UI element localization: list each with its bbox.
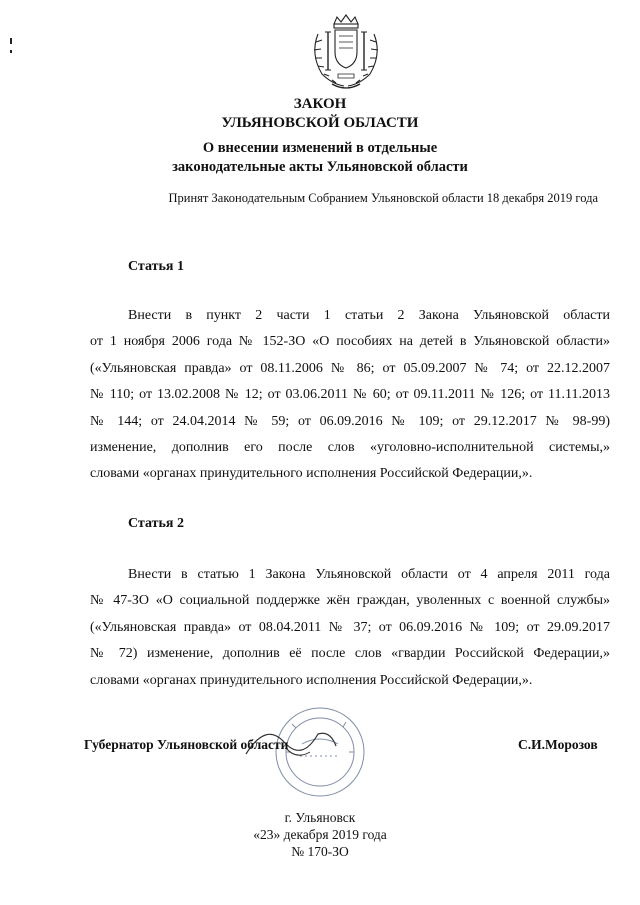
text-line: № 110; от 13.02.2008 № 12; от 03.06.2011 № 60; от 09.11.2011 № 126; от 11.11.2013 [90, 387, 610, 403]
margin-mark [10, 50, 12, 53]
text-line: от 1 ноября 2006 года № 152-ЗО «О пособиях на детей в Ульяновской области» [90, 334, 610, 350]
text-line: № 72) изменение, дополнив её после слов «гвардии Российской Федерации,» [90, 646, 610, 662]
text-line: словами «органах принудительного исполнения Российской Федерации,». [90, 672, 533, 688]
text-line: словами «органах принудительного исполнения Российской Федерации,». [90, 466, 533, 482]
law-title [0, 95, 640, 133]
text-line: Внести в пункт 2 части 1 статьи 2 Закона Ульяновской области [128, 308, 610, 323]
text-line: («Ульяновская правда» от 08.04.2011 № 37; от 06.09.2016 № 109; от 29.09.2017 [90, 619, 610, 635]
margin-mark [10, 38, 12, 44]
governor-title: Губернатор Ульяновской области [84, 737, 289, 752]
article-2-text [90, 562, 610, 694]
signing-city: г. Ульяновск [284, 810, 356, 825]
law-subtitle-line1: О внесении изменений в отдельные [202, 140, 438, 156]
law-subtitle [0, 139, 640, 177]
law-subtitle-line2: законодательные акты Ульяновской области [172, 159, 468, 175]
coat-of-arms-icon [304, 14, 388, 94]
governor-name: С.И.Морозов [518, 737, 598, 752]
adoption-note: Принят Законодательным Собранием Ульяновской области 18 декабря 2019 года [168, 191, 598, 205]
text-line: изменение, дополнив его после слов «уголовно-исполнительной системы,» [90, 440, 610, 456]
law-title-line2: УЛЬЯНОВСКОЙ ОБЛАСТИ [221, 115, 419, 131]
article-1-heading: Статья 1 [128, 259, 184, 274]
signing-date: «23» декабря 2019 года [253, 827, 387, 842]
article-1-text [90, 303, 610, 488]
text-line: № 144; от 24.04.2014 № 59; от 06.09.2016 № 109; от 29.12.2017 № 98-99) [90, 413, 610, 429]
text-line: Внести в статью 1 Закона Ульяновской области от 4 апреля 2011 года [128, 567, 610, 582]
text-line: № 47-ЗО «О социальной поддержке жён граждан, уволенных с военной службы» [90, 593, 610, 609]
article-2-heading: Статья 2 [128, 516, 184, 531]
law-title-line1: ЗАКОН [293, 96, 347, 112]
law-number: № 170-ЗО [291, 844, 349, 859]
text-line: («Ульяновская правда» от 08.11.2006 № 86; от 05.09.2007 № 74; от 22.12.2007 [90, 360, 610, 376]
